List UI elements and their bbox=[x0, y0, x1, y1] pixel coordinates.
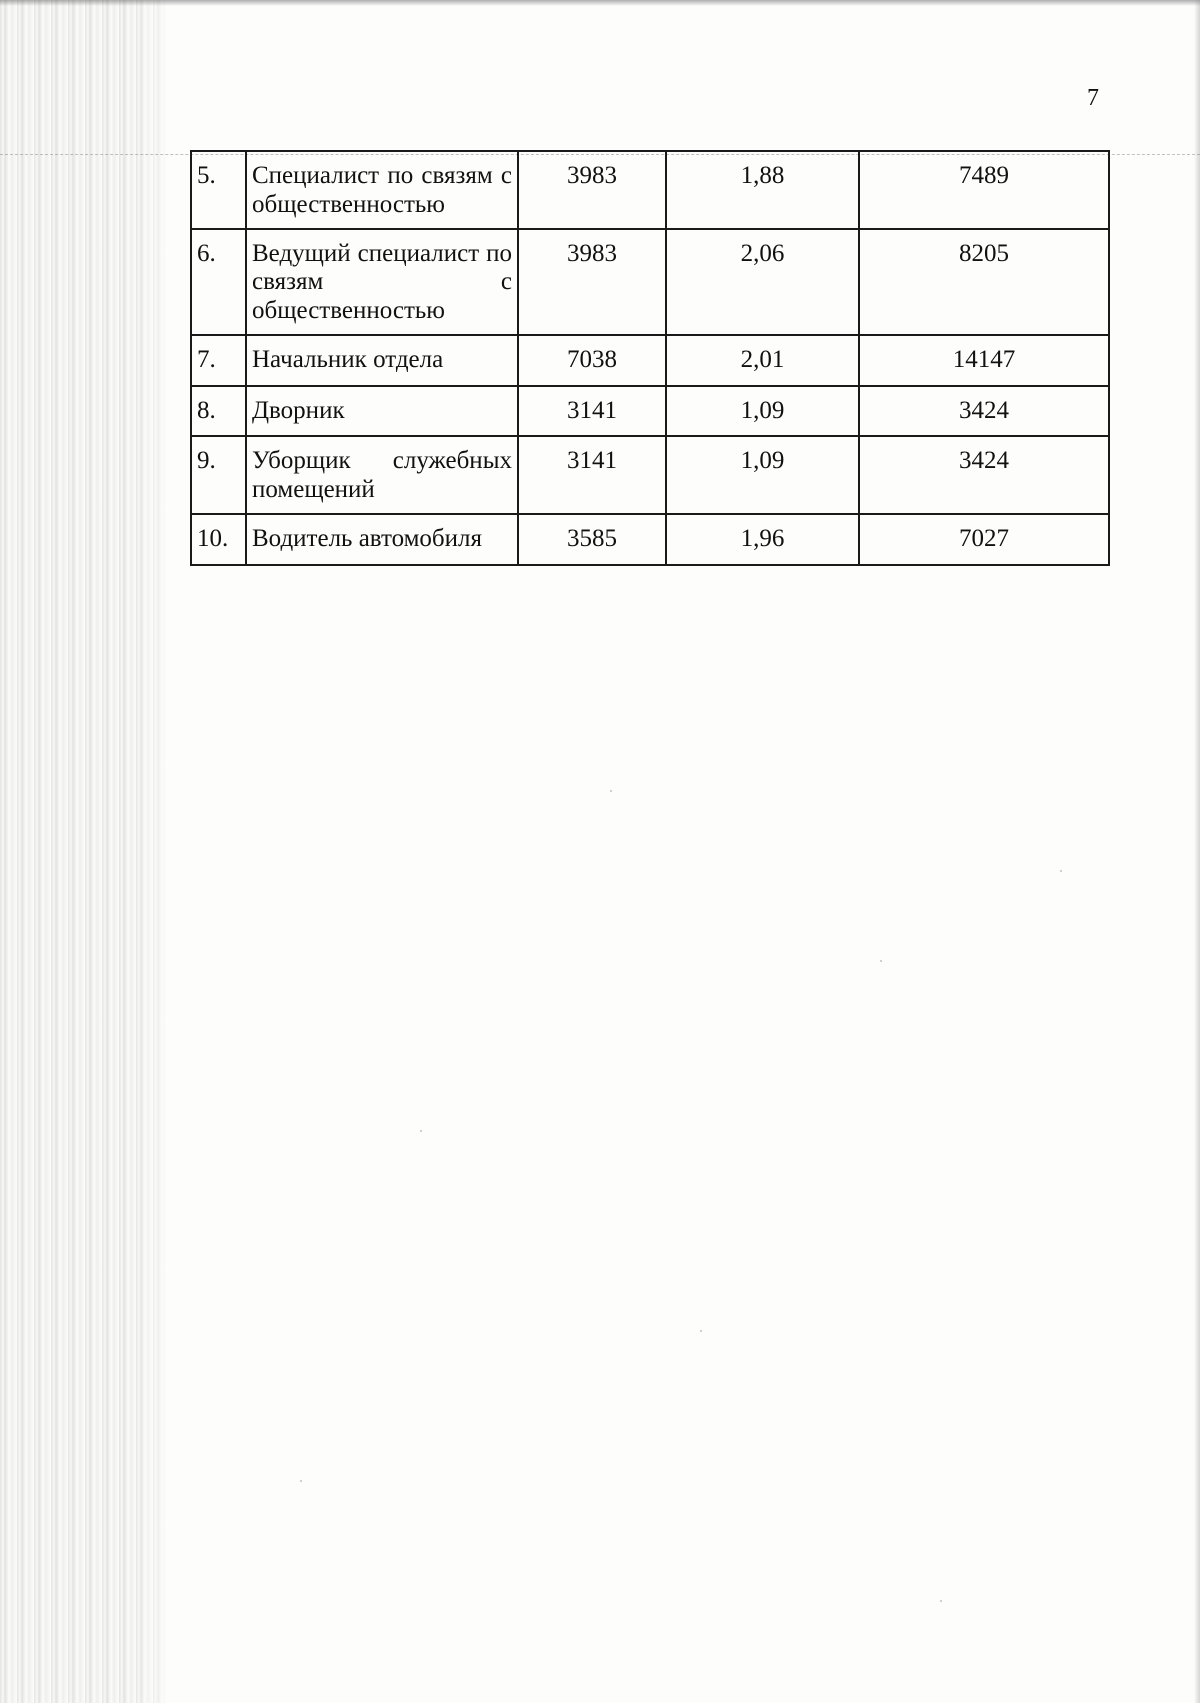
table-row bbox=[191, 335, 1109, 386]
total-value: 14147 bbox=[859, 335, 1109, 386]
coefficient-value: 2,01 bbox=[666, 335, 859, 386]
salary-value: 3983 bbox=[518, 229, 666, 335]
position-name: Начальник отдела bbox=[246, 335, 518, 386]
total-value: 3424 bbox=[859, 436, 1109, 514]
scan-right-edge bbox=[1194, 0, 1200, 1703]
row-number: 6. bbox=[191, 229, 246, 335]
scan-speck bbox=[700, 1330, 702, 1332]
salary-value: 3141 bbox=[518, 386, 666, 437]
scan-speck bbox=[610, 790, 612, 792]
salary-value: 7038 bbox=[518, 335, 666, 386]
total-value: 7489 bbox=[859, 151, 1109, 229]
position-name: Дворник bbox=[246, 386, 518, 437]
salary-value: 3585 bbox=[518, 514, 666, 565]
coefficient-value: 1,96 bbox=[666, 514, 859, 565]
scan-top-edge bbox=[0, 0, 1200, 6]
total-value: 8205 bbox=[859, 229, 1109, 335]
page-number: 7 bbox=[1087, 85, 1099, 111]
position-name: Уборщик служебных помещений bbox=[246, 436, 518, 514]
scan-speck bbox=[880, 960, 882, 962]
total-value: 7027 bbox=[859, 514, 1109, 565]
table-row bbox=[191, 229, 1109, 335]
table-row bbox=[191, 386, 1109, 437]
position-name: Ведущий специалист по связям с общественностью bbox=[246, 229, 518, 335]
table-row bbox=[191, 436, 1109, 514]
scan-speck bbox=[1060, 870, 1062, 872]
position-name: Водитель автомобиля bbox=[246, 514, 518, 565]
table-row bbox=[191, 151, 1109, 229]
coefficient-value: 2,06 bbox=[666, 229, 859, 335]
staff-salary-table bbox=[190, 150, 1110, 566]
row-number: 8. bbox=[191, 386, 246, 437]
total-value: 3424 bbox=[859, 386, 1109, 437]
row-number: 9. bbox=[191, 436, 246, 514]
row-number: 7. bbox=[191, 335, 246, 386]
coefficient-value: 1,09 bbox=[666, 386, 859, 437]
scan-speck bbox=[940, 1600, 942, 1602]
position-name: Специалист по связям с общественностью bbox=[246, 151, 518, 229]
coefficient-value: 1,09 bbox=[666, 436, 859, 514]
scan-edge-fade bbox=[0, 0, 190, 1703]
scan-speck bbox=[300, 1480, 302, 1482]
coefficient-value: 1,88 bbox=[666, 151, 859, 229]
row-number: 5. bbox=[191, 151, 246, 229]
salary-value: 3141 bbox=[518, 436, 666, 514]
salary-value: 3983 bbox=[518, 151, 666, 229]
table-row bbox=[191, 514, 1109, 565]
scan-speck bbox=[420, 1130, 422, 1132]
row-number: 10. bbox=[191, 514, 246, 565]
